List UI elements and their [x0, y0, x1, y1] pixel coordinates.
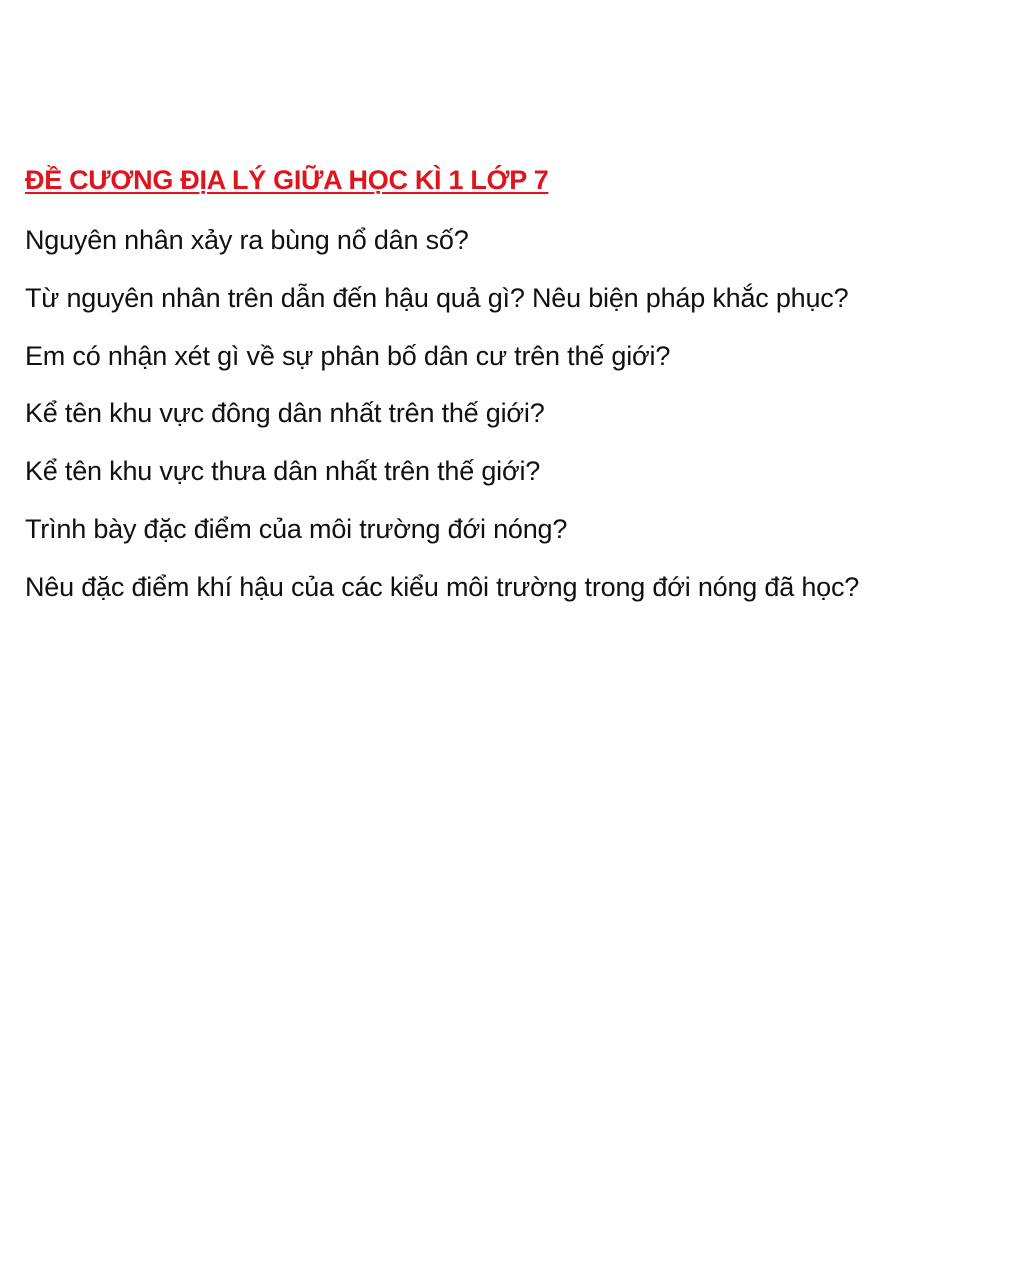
question-1: Nguyên nhân xảy ra bùng nổ dân số?: [25, 225, 469, 255]
question-5: Kể tên khu vực thưa dân nhất trên thế giới?: [25, 456, 541, 486]
question-3: Em có nhận xét gì về sự phân bố dân cư trên thế giới?: [25, 341, 671, 371]
question-6: Trình bày đặc điểm của môi trường đới nóng?: [25, 514, 568, 544]
question-7: Nêu đặc điểm khí hậu của các kiểu môi trường trong đới nóng đã học?: [25, 572, 860, 602]
document-title: ĐỀ CƯƠNG ĐỊA LÝ GIỮA HỌC KÌ 1 LỚP 7: [25, 165, 549, 195]
question-4: Kể tên khu vực đông dân nhất trên thế giới?: [25, 398, 545, 428]
question-2: Từ nguyên nhân trên dẫn đến hậu quả gì? Nêu biện pháp khắc phục?: [25, 283, 849, 313]
